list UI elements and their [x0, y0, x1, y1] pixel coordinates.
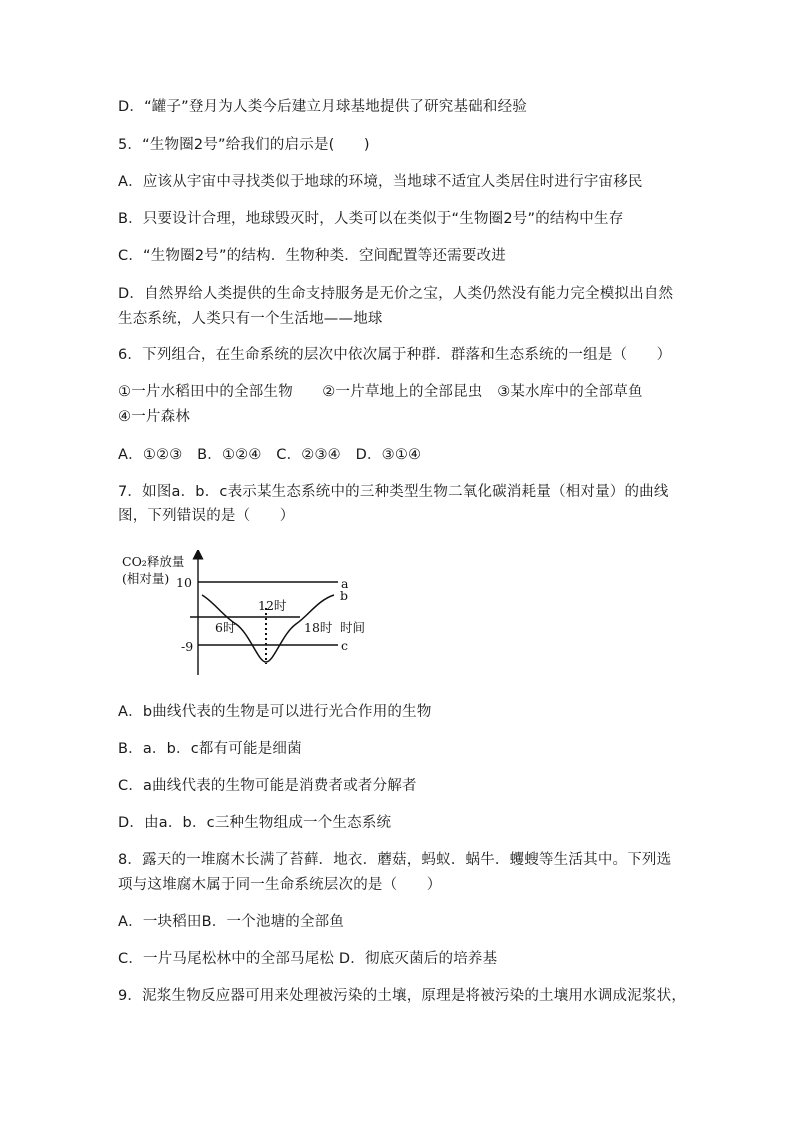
- option-5a: A．应该从宇宙中寻找类似于地球的环境，当地球不适宜人类居住时进行宇宙移民: [118, 174, 643, 190]
- label-6h: 6时: [215, 620, 236, 635]
- y-tick-10: 10: [176, 575, 192, 590]
- option-5d-line2: 生态系统，人类只有一个生活地——地球: [118, 311, 383, 327]
- question-5-stem: 5．“生物圈2号”给我们的启示是( ): [118, 137, 370, 153]
- option-5c: C．“生物圈2号”的结构．生物种类．空间配置等还需要改进: [118, 248, 506, 264]
- figure-svg: [118, 550, 388, 680]
- option-7c: C．a曲线代表的生物可能是消费者或者分解者: [118, 778, 417, 794]
- option-7a: A．b曲线代表的生物是可以进行光合作用的生物: [118, 704, 432, 720]
- option-8ab: A．一块稻田B．一个池塘的全部鱼: [118, 914, 345, 930]
- question-6-options: A．①②③ B．①②④ C．②③④ D．③①④: [118, 447, 422, 463]
- question-6-stem: 6．下列组合，在生命系统的层次中依次属于种群．群落和生态系统的一组是（ ）: [118, 347, 672, 363]
- option-5d-line1: D．自然界给人类提供的生命支持服务是无价之宝，人类仍然没有能力完全模拟出自然: [118, 286, 674, 302]
- xlabel-time: 时间: [340, 620, 366, 635]
- question-9-stem: 9．泥浆生物反应器可用来处理被污染的土壤，原理是将被污染的土壤用水调成泥浆状，: [118, 988, 687, 1004]
- y-tick-neg9: -9: [181, 639, 194, 654]
- question-7-stem-line1: 7．如图a．b．c表示某生态系统中的三种类型生物二氧化碳消耗量（相对量）的曲线: [118, 484, 669, 500]
- curve-c-label: c: [341, 638, 349, 653]
- co2-release-figure: [118, 550, 388, 680]
- option-8cd: C．一片马尾松林中的全部马尾松 D．彻底灭菌后的培养基: [118, 951, 498, 967]
- option-5b: B．只要设计合理，地球毁灭时，人类可以在类似于“生物圈2号”的结构中生存: [118, 211, 624, 227]
- question-7-stem-line2: 图，下列错误的是（ ）: [118, 508, 295, 524]
- ylabel-line1: CO₂释放量: [122, 554, 185, 569]
- option-7d: D．由a．b．c三种生物组成一个生态系统: [118, 815, 392, 831]
- label-12h: 12时: [258, 598, 287, 613]
- question-6-items-line2: ④一片森林: [118, 409, 190, 425]
- option-7b: B．a．b．c都有可能是细菌: [118, 741, 302, 757]
- option-4d: D．“罐子”登月为人类今后建立月球基地提供了研究基础和经验: [118, 99, 527, 115]
- question-8-stem-line1: 8．露天的一堆腐木长满了苔藓．地衣．蘑菇，蚂蚁．蜗牛．蠼螋等生活其中。下列选: [118, 852, 672, 868]
- curve-a-label: a: [341, 576, 349, 591]
- question-8-stem-line2: 项与这堆腐木属于同一生命系统层次的是（ ）: [118, 877, 442, 893]
- label-18h: 18时: [304, 620, 333, 635]
- question-6-items-line1: ①一片水稻田中的全部生物 ②一片草地上的全部昆虫 ③某水库中的全部草鱼: [118, 384, 643, 400]
- ylabel-line2: (相对量): [122, 571, 170, 586]
- curve-b-label: b: [340, 588, 349, 603]
